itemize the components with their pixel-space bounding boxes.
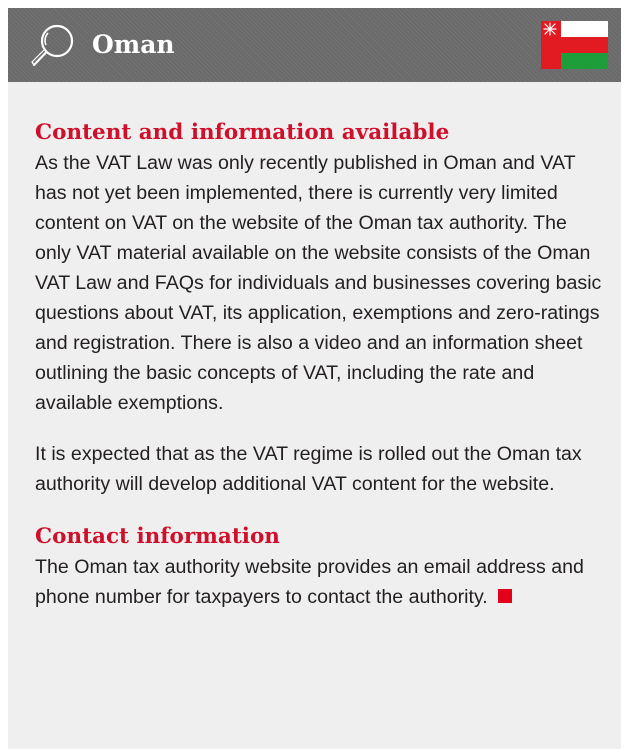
content-paragraph-1: As the VAT Law was only recently published in Oman and VAT has not yet been implemented, there is currently very limited content on VAT on the website of the Oman tax authority. The only VAT material available on the website consists of the Oman VAT Law and FAQs for individuals and businesses covering basic questions about VAT, its application, exemptions and zero-ratings and registration. There is also a video and an information sheet outlining the basic concepts of VAT, including the rate and available exemptions. (35, 152, 602, 414)
oman-flag-icon (541, 21, 608, 69)
contact-paragraph (35, 552, 605, 612)
country-title: Oman (92, 30, 175, 59)
country-card (8, 8, 621, 749)
card-header (8, 8, 621, 82)
section-spacer (35, 499, 605, 522)
search-icon (24, 18, 80, 74)
section-heading-content: Content and information available (35, 120, 450, 145)
content-paragraph-2: It is expected that as the VAT regime is rolled out the Oman tax authority will develop additional VAT content for the website. (35, 443, 582, 495)
section-heading-contact: Contact information (35, 524, 280, 549)
end-of-article-marker (498, 589, 512, 603)
paragraph-spacer (35, 418, 605, 439)
contact-paragraph-text: The Oman tax authority website provides an email address and phone number for taxpayers to contact the authority. (35, 556, 584, 608)
card-content (35, 118, 605, 612)
